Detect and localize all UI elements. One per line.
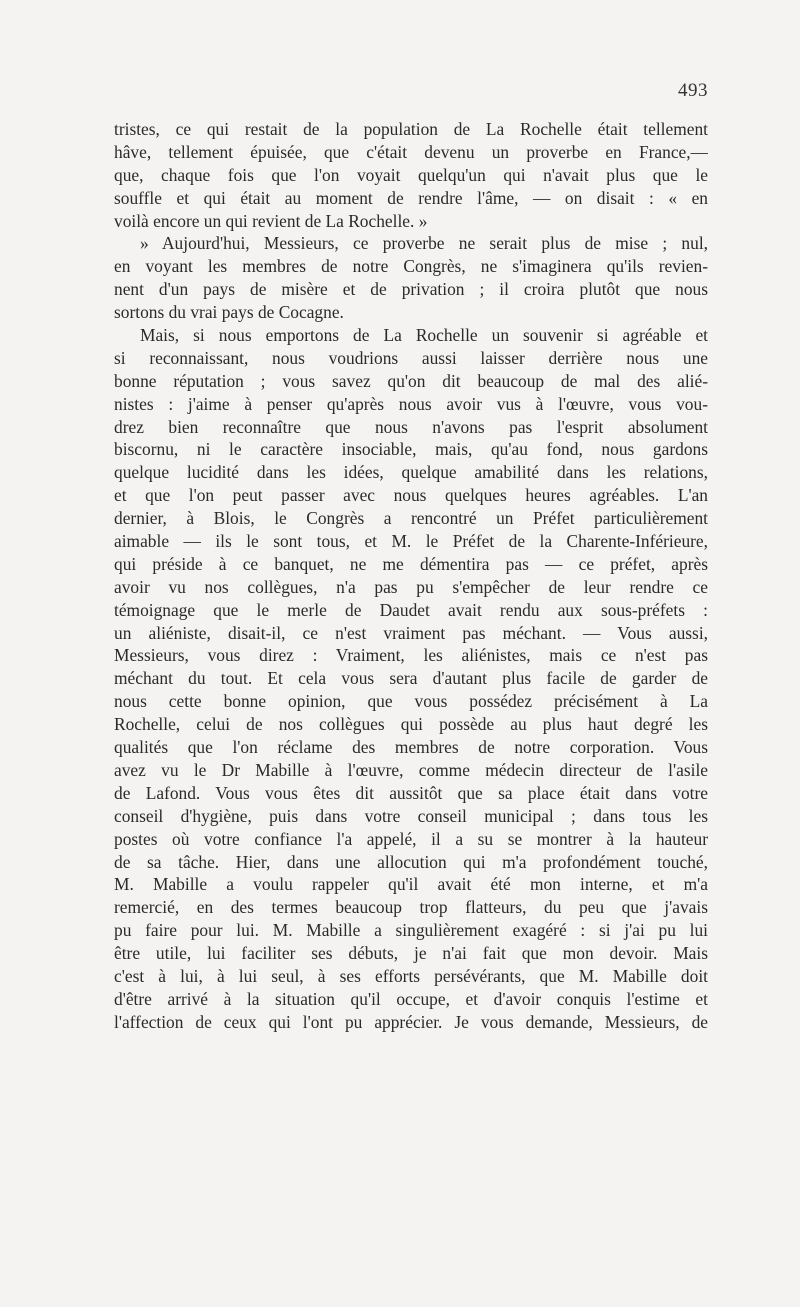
text-line: M. Mabille a voulu rappeler qu'il avait été mon interne, et m'a (114, 874, 708, 895)
text-line: bonne réputation ; vous savez qu'on dit beaucoup de mal des alié- (114, 370, 708, 391)
text-line: que, chaque fois que l'on voyait quelqu'un qui n'avait plus que le (114, 164, 708, 185)
text-line: pu faire pour lui. M. Mabille a singulièrement exagéré : si j'ai pu lui (114, 920, 708, 941)
text-line: en voyant les membres de notre Congrès, ne s'imaginera qu'ils revien- (114, 256, 708, 277)
text-line: témoignage que le merle de Daudet avait rendu aux sous-préfets : (114, 599, 708, 620)
text-line: nistes : j'aime à penser qu'après nous avoir vus à l'œuvre, vous vou- (114, 393, 708, 414)
page-number: 493 (678, 80, 708, 101)
text-line: aimable — ils le sont tous, et M. le Préfet de la Charente-Inférieure, (114, 531, 708, 552)
text-line: conseil d'hygiène, puis dans votre conseil municipal ; dans tous les (114, 805, 708, 826)
text-line: méchant du tout. Et cela vous sera d'autant plus facile de garder de (114, 668, 708, 689)
text-line: dernier, à Blois, le Congrès a rencontré un Préfet particulièrement (114, 508, 708, 529)
text-line: drez bien reconnaître que nous n'avons pas l'esprit absolument (114, 416, 708, 437)
text-line: de Lafond. Vous vous êtes dit aussitôt que sa place était dans votre (114, 782, 708, 803)
text-line: Mais, si nous emportons de La Rochelle un souvenir si agréable et (140, 325, 708, 346)
text-line: nent d'un pays de misère et de privation ; il croira plutôt que nous (114, 279, 708, 300)
text-line: qualités que l'on réclame des membres de notre corporation. Vous (114, 737, 708, 758)
text-line: avoir vu nos collègues, n'a pas pu s'empêcher de leur rendre ce (114, 576, 708, 597)
text-line: avez vu le Dr Mabille à l'œuvre, comme médecin directeur de l'asile (114, 759, 708, 780)
text-line: voilà encore un qui revient de La Rochelle. » (114, 210, 428, 231)
text-line: Messieurs, vous direz : Vraiment, les aliénistes, mais ce n'est pas (114, 645, 708, 666)
text-line: remercié, en des termes beaucoup trop flatteurs, du peu que j'avais (114, 897, 708, 918)
text-line: Rochelle, celui de nos collègues qui possède au plus haut degré les (114, 714, 708, 735)
body-text (114, 118, 708, 1034)
text-line: c'est à lui, à lui seul, à ses efforts persévérants, que M. Mabille doit (114, 965, 708, 986)
text-line: biscornu, ni le caractère insociable, mais, qu'au fond, nous gardons (114, 439, 708, 460)
text-line: hâve, tellement épuisée, que c'était devenu un proverbe en France,— (114, 141, 708, 162)
text-line: de sa tâche. Hier, dans une allocution qui m'a profondément touché, (114, 851, 708, 872)
text-line: si reconnaissant, nous voudrions aussi laisser derrière nous une (114, 347, 708, 368)
text-line: nous cette bonne opinion, que vous possédez précisément à La (114, 691, 708, 712)
text-line: un aliéniste, disait-il, ce n'est vraiment pas méchant. — Vous aussi, (114, 622, 708, 643)
text-line: l'affection de ceux qui l'ont pu apprécier. Je vous demande, Messieurs, de (114, 1011, 708, 1032)
text-line: être utile, lui faciliter ses débuts, je n'ai fait que mon devoir. Mais (114, 943, 708, 964)
text-line: quelque lucidité dans les idées, quelque amabilité dans les relations, (114, 462, 708, 483)
text-line: sortons du vrai pays de Cocagne. (114, 302, 344, 323)
text-line: tristes, ce qui restait de la population de La Rochelle était tellement (114, 119, 708, 139)
text-line: qui préside à ce banquet, ne me démentira pas — ce préfet, après (114, 553, 708, 574)
text-line: d'être arrivé à la situation qu'il occupe, et d'avoir conquis l'estime et (114, 988, 708, 1009)
text-line: souffle et qui était au moment de rendre l'âme, — on disait : « en (114, 187, 708, 208)
text-line: » Aujourd'hui, Messieurs, ce proverbe ne serait plus de mise ; nul, (140, 233, 708, 254)
text-line: postes où votre confiance l'a appelé, il a su se montrer à la hauteur (114, 828, 708, 849)
text-line: et que l'on peut passer avec nous quelques heures agréables. L'an (114, 485, 708, 506)
